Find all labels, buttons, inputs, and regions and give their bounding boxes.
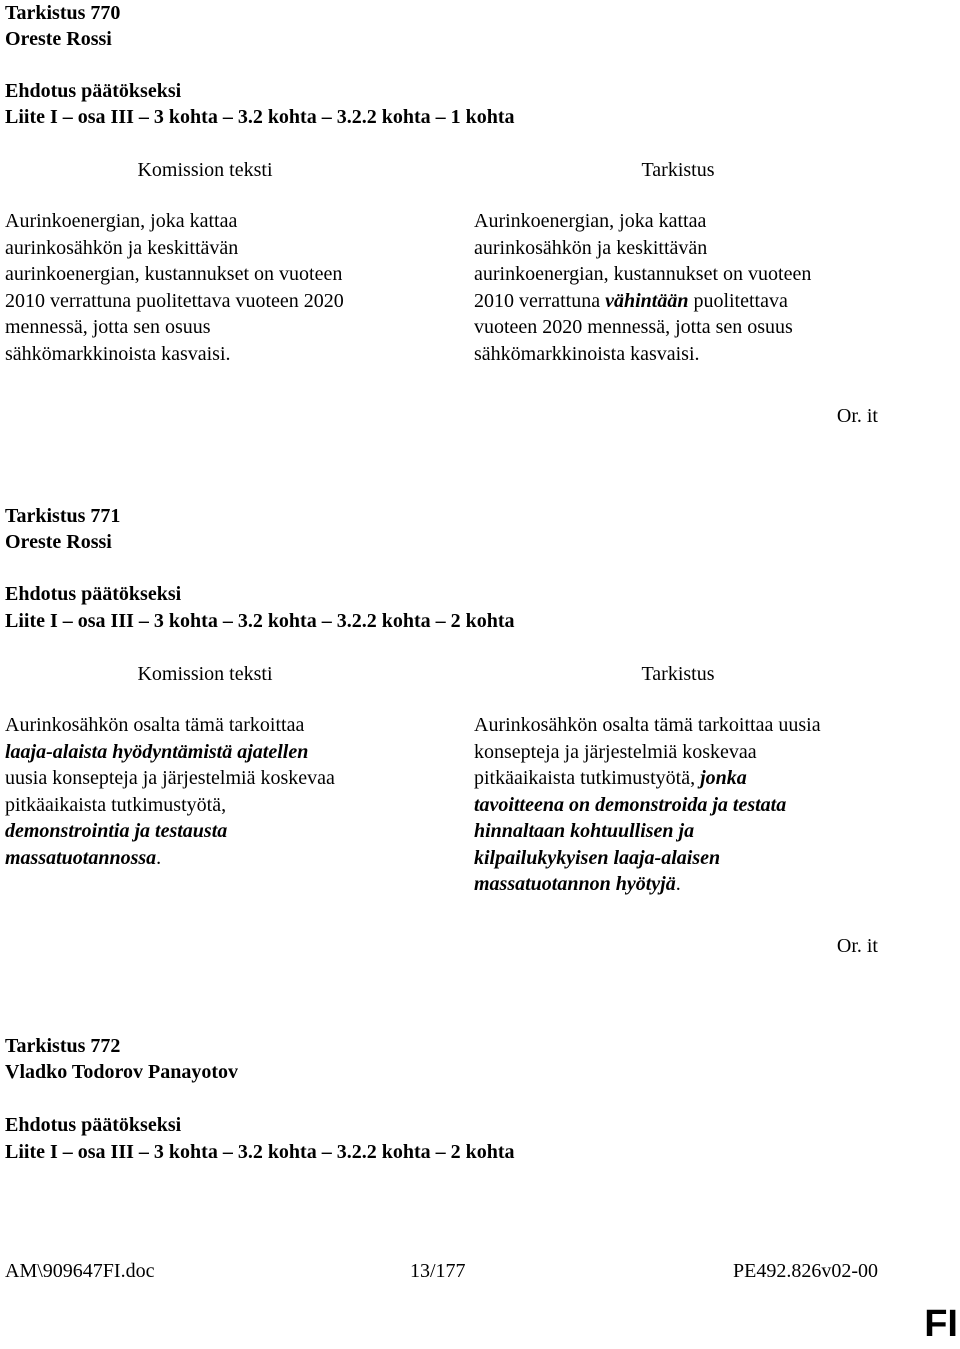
text-line	[474, 871, 894, 898]
text-line	[474, 845, 894, 872]
amendment-770-reference: Liite I – osa III – 3 kohta – 3.2 kohta – 3.2.2 kohta – 1 kohta	[5, 106, 515, 128]
text-line	[5, 739, 415, 766]
text-line: pitkäaikaista tutkimustyötä,	[5, 793, 227, 816]
footer-page-number: 13/177	[410, 1260, 466, 1282]
text-segment: 2010 verrattuna	[474, 289, 606, 312]
text-line: aurinkosähkön ja keskittävän	[474, 236, 708, 259]
deleted-text: laaja-alaista hyödyntämistä ajatellen	[5, 740, 309, 763]
inserted-text: massatuotannon hyötyjä	[474, 873, 676, 895]
text-line: sähkömarkkinoista kasvaisi.	[5, 342, 231, 365]
amendment-771-amendment-heading: Tarkistus	[641, 663, 715, 685]
deleted-text: demonstrointia ja testausta	[5, 820, 228, 842]
inserted-text: vähintään	[605, 289, 689, 312]
text-line	[474, 288, 894, 315]
amendment-772-proposal-label: Ehdotus päätökseksi	[5, 1114, 182, 1136]
text-line: Aurinkoenergian, joka kattaa	[474, 210, 707, 232]
amendment-771-commission-text	[5, 712, 415, 871]
text-line: 2010 verrattuna puolitettava vuoteen 2020	[5, 289, 344, 312]
deleted-text: massatuotannossa	[5, 846, 157, 869]
text-segment: pitkäaikaista tutkimustyötä,	[474, 767, 701, 789]
amendment-771-original-language: Or. it	[836, 935, 878, 957]
inserted-text: hinnaltaan kohtuullisen ja	[474, 820, 695, 842]
amendment-770-author: Oreste Rossi	[5, 28, 112, 50]
text-segment: .	[675, 873, 681, 895]
amendment-770-amendment-text	[474, 208, 894, 367]
amendment-770-original-language: Or. it	[836, 405, 878, 427]
amendment-770-commission-text	[5, 208, 415, 367]
amendment-771-amendment-text	[474, 712, 894, 898]
amendment-770-amendment-heading: Tarkistus	[641, 159, 715, 181]
text-line: sähkömarkkinoista kasvaisi.	[474, 342, 700, 365]
footer-language-code: FI	[924, 1303, 958, 1345]
text-line: Aurinkoenergian, joka kattaa	[5, 210, 238, 232]
amendment-771-proposal-label: Ehdotus päätökseksi	[5, 583, 182, 605]
text-line	[5, 818, 415, 845]
footer-pe-ref: PE492.826v02-00	[733, 1260, 878, 1282]
amendment-772-reference: Liite I – osa III – 3 kohta – 3.2 kohta – 3.2.2 kohta – 2 kohta	[5, 1141, 515, 1163]
text-line	[5, 845, 415, 872]
text-line: aurinkoenergian, kustannukset on vuoteen	[5, 263, 343, 285]
amendment-771-number: Tarkistus 771	[5, 505, 121, 527]
amendment-772-author: Vladko Todorov Panayotov	[5, 1061, 239, 1083]
text-line	[474, 818, 894, 845]
text-line: Aurinkosähkön osalta tämä tarkoittaa uusia	[474, 714, 821, 736]
text-line: aurinkoenergian, kustannukset on vuoteen	[474, 263, 812, 285]
text-line: konsepteja ja järjestelmiä koskevaa	[474, 740, 757, 763]
text-segment: puolitettava	[688, 289, 788, 312]
footer-doc-ref: AM\909647FI.doc	[5, 1260, 155, 1282]
text-line: mennessä, jotta sen osuus	[5, 316, 211, 338]
amendment-772-number: Tarkistus 772	[5, 1035, 121, 1057]
text-line: Aurinkosähkön osalta tämä tarkoittaa	[5, 714, 305, 736]
amendment-770-number: Tarkistus 770	[5, 2, 121, 24]
inserted-text: kilpailukykyisen laaja-alaisen	[474, 846, 721, 869]
text-line	[474, 765, 894, 792]
text-segment: .	[156, 846, 162, 869]
text-line: uusia konsepteja ja järjestelmiä koskevaa	[5, 767, 335, 789]
inserted-text: jonka	[700, 767, 747, 789]
amendment-770-commission-heading: Komission teksti	[137, 159, 273, 181]
text-line: aurinkosähkön ja keskittävän	[5, 236, 239, 259]
inserted-text: tavoitteena on demonstroida ja testata	[474, 793, 787, 816]
text-line	[474, 792, 894, 819]
amendment-771-author: Oreste Rossi	[5, 531, 112, 553]
amendment-770-proposal-label: Ehdotus päätökseksi	[5, 80, 182, 102]
amendment-771-commission-heading: Komission teksti	[137, 663, 273, 685]
text-line: vuoteen 2020 mennessä, jotta sen osuus	[474, 316, 793, 338]
amendment-771-reference: Liite I – osa III – 3 kohta – 3.2 kohta – 3.2.2 kohta – 2 kohta	[5, 610, 515, 632]
